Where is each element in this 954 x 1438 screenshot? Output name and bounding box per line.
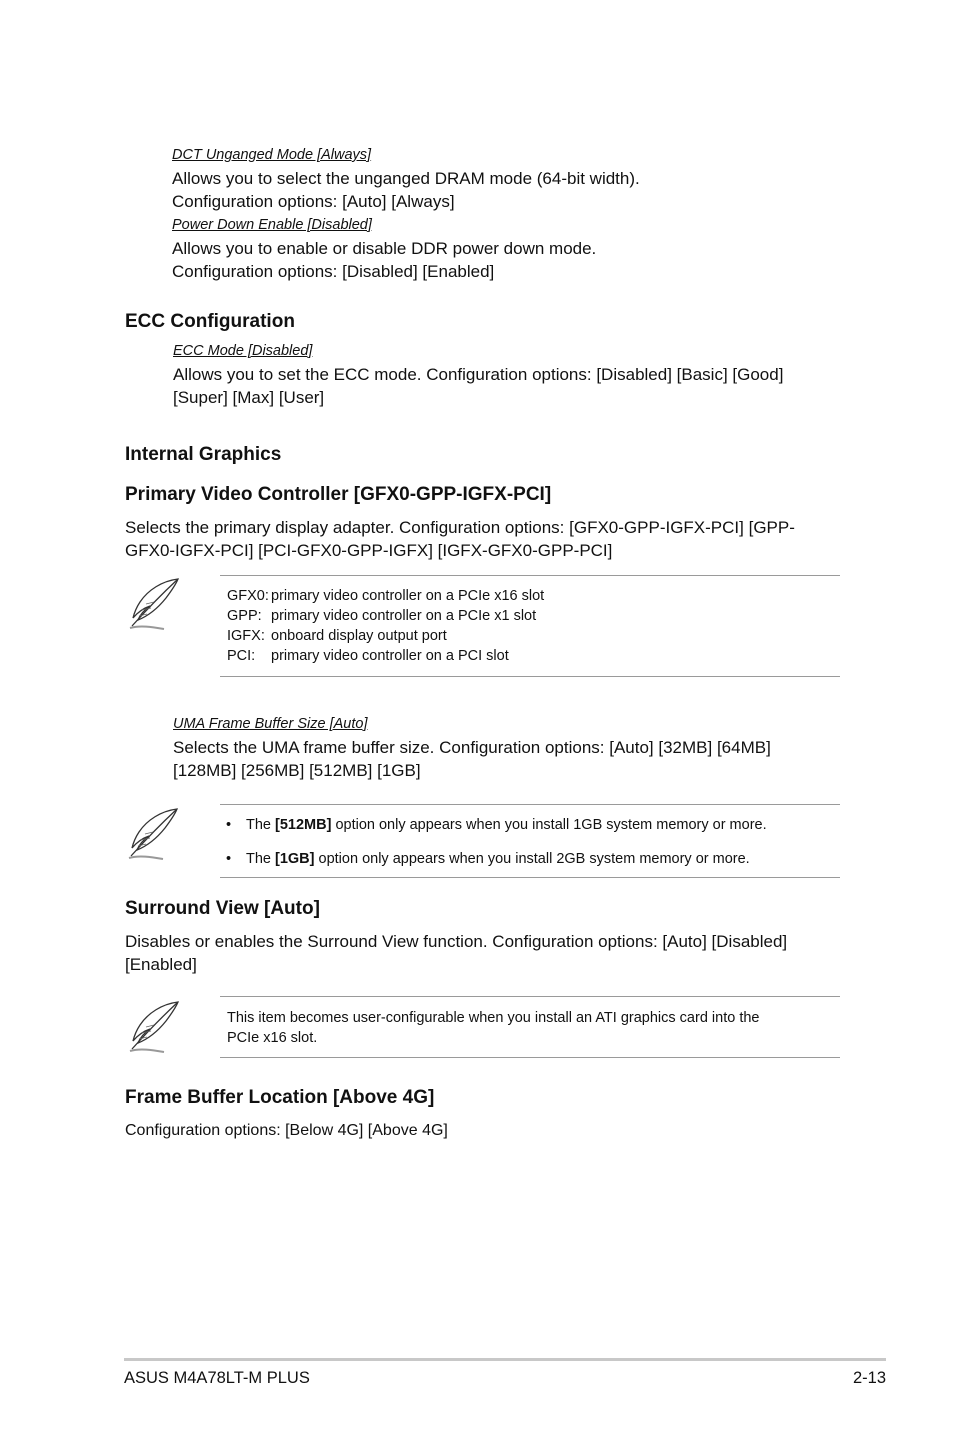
list-item [227,586,544,606]
footer-page-number: 2-13 [852,1369,886,1387]
dct-mode-title: DCT Unganged Mode [Always] [172,147,372,163]
list-term: GPP: [227,608,262,624]
dct-mode-description [172,167,640,213]
footer-divider [124,1358,886,1361]
list-desc: primary video controller on a PCIe x1 slot [271,608,537,624]
list-item [226,851,750,867]
frame-buffer-heading: Frame Buffer Location [Above 4G] [125,1087,435,1108]
video-controller-list [227,586,544,666]
uma-title: UMA Frame Buffer Size [Auto] [173,716,368,732]
frame-buffer-options: Configuration options: [Below 4G] [Above 4G] [125,1122,448,1139]
list-item [227,646,544,666]
primary-video-description [125,516,795,562]
dct-mode-line-2: Configuration options: [Auto] [Always] [172,192,455,211]
power-down-description [172,237,596,283]
list-term: PCI: [227,648,256,664]
surround-note-line-2: PCIe x16 slot. [227,1030,318,1046]
primary-video-line-2: GFX0-IGFX-PCI] [PCI-GFX0-GPP-IGFX] [IGFX-GFX0-GPP-PCI] [125,541,613,560]
uma-line-1: Selects the UMA frame buffer size. Configuration options: [Auto] [32MB] [64MB] [173,738,771,757]
surround-view-heading: Surround View [Auto] [125,898,320,919]
note-option-512mb: [512MB] [275,817,332,833]
note-text: The [246,851,276,867]
list-desc: onboard display output port [271,628,447,644]
note-text: option only appears when you install 2GB system memory or more. [314,851,750,867]
feather-note-icon [124,999,182,1055]
note-box-surround [220,996,840,1058]
note-box-video-controllers [220,575,840,677]
feather-note-icon [124,576,182,632]
ecc-mode-description [173,363,783,409]
internal-graphics-heading: Internal Graphics [125,444,282,465]
uma-line-2: [128MB] [256MB] [512MB] [1GB] [173,761,421,780]
ecc-mode-title: ECC Mode [Disabled] [173,343,313,359]
feather-note-icon [123,806,181,862]
ecc-heading: ECC Configuration [125,311,295,332]
surround-view-line-1: Disables or enables the Surround View function. Configuration options: [Auto] [Disabled] [125,932,788,951]
power-down-line-1: Allows you to enable or disable DDR power down mode. [172,239,597,258]
surround-note-text [227,1008,759,1048]
primary-video-heading: Primary Video Controller [GFX0-GPP-IGFX-PCI] [125,484,552,505]
ecc-mode-line-1: Allows you to set the ECC mode. Configuration options: [Disabled] [Basic] [Good] [173,365,784,384]
power-down-title: Power Down Enable [Disabled] [172,217,372,233]
list-item [226,817,767,833]
dct-mode-line-1: Allows you to select the unganged DRAM mode (64-bit width). [172,169,640,188]
list-item [227,626,544,646]
surround-view-line-2: [Enabled] [125,955,197,974]
primary-video-line-1: Selects the primary display adapter. Configuration options: [GFX0-GPP-IGFX-PCI] [GPP- [125,518,795,537]
note-text: The [246,817,276,833]
list-term: IGFX: [227,628,265,644]
list-desc: primary video controller on a PCI slot [271,648,509,664]
surround-note-line-1: This item becomes user-configurable when you install an ATI graphics card into the [227,1010,760,1026]
ecc-mode-line-2: [Super] [Max] [User] [173,388,325,407]
note-box-memory [220,804,840,878]
footer-product-name: ASUS M4A78LT-M PLUS [124,1369,310,1387]
surround-view-description [125,930,787,976]
uma-description [173,736,771,782]
power-down-line-2: Configuration options: [Disabled] [Enabled] [172,262,495,281]
note-option-1gb: [1GB] [275,851,315,867]
bullet: • [226,851,232,867]
list-item [227,606,544,626]
note-text: option only appears when you install 1GB system memory or more. [331,817,767,833]
list-desc: primary video controller on a PCIe x16 slot [271,588,545,604]
bullet: • [226,817,232,833]
list-term: GFX0: [227,588,269,604]
